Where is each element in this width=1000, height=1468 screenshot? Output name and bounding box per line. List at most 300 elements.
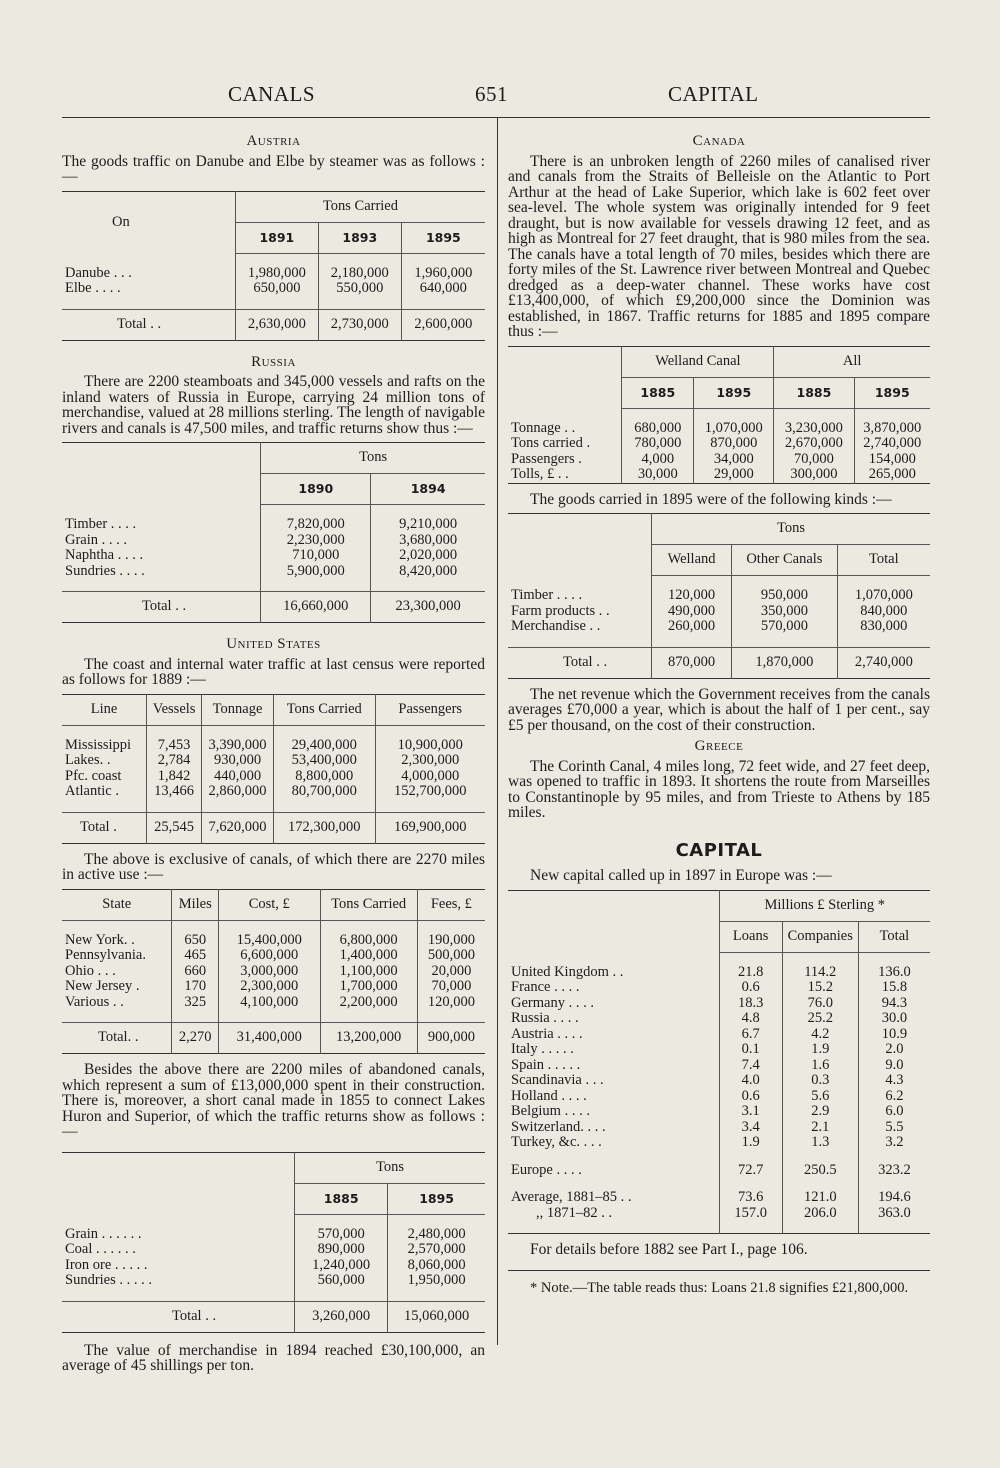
table-cell: 2,480,000	[388, 1227, 485, 1243]
table-cell: 3,680,000	[371, 533, 485, 549]
table-cell: 2,740,000	[837, 647, 930, 678]
table-row	[508, 1120, 930, 1136]
row-label: Belgium . . . .	[511, 1103, 590, 1119]
goods-group-head: Tons	[651, 514, 930, 545]
table-row	[62, 281, 485, 297]
row-label: Tonnage . .	[511, 419, 576, 436]
column-head: Line	[62, 694, 147, 725]
table-cell: 4,000,000	[375, 769, 485, 785]
table-cell: 8,420,000	[371, 564, 485, 580]
table-cell: 157.0	[719, 1206, 782, 1222]
row-label: Spain . . . . .	[511, 1056, 581, 1073]
table-row	[508, 1104, 930, 1120]
column-head: Total	[837, 545, 930, 576]
table-row	[508, 1089, 930, 1105]
table-cell: 3,260,000	[295, 1301, 388, 1332]
column-head: Fees, £	[417, 889, 485, 920]
row-label: Total. .	[62, 1023, 172, 1054]
average-row	[508, 1190, 930, 1206]
huron-group-head: Tons	[295, 1152, 485, 1183]
table-cell: 2,670,000	[774, 436, 854, 452]
table-cell: 260,000	[651, 619, 731, 635]
table-cell: 2,630,000	[235, 309, 318, 340]
year-head: 1895	[401, 222, 485, 253]
table-cell: 930,000	[202, 753, 274, 769]
table-cell: 170	[172, 979, 219, 995]
table-cell: 3.2	[858, 1135, 930, 1151]
row-label: Grain . . . .	[65, 531, 128, 548]
table-row	[62, 564, 485, 580]
year-head: 1885	[295, 1183, 388, 1214]
table-cell: 16,660,000	[261, 592, 371, 623]
table-cell: 136.0	[858, 965, 930, 981]
table-row	[508, 1073, 930, 1089]
table-cell: 250.5	[782, 1163, 858, 1179]
table-row	[508, 421, 930, 437]
row-label: Total .	[62, 812, 147, 843]
table-cell: 190,000	[417, 933, 485, 949]
row-label: Iron ore . . . . .	[65, 1256, 148, 1273]
year-head: 1895	[694, 377, 774, 408]
table-cell: 2,730,000	[318, 309, 401, 340]
table-cell: 1,700,000	[320, 979, 417, 995]
table-cell: 8,800,000	[273, 769, 375, 785]
canada-intro: There is an unbroken length of 2260 miles of canalised river and canals from the Straits of Belleisle on the Atlantic to Port Arthur at the head of Lake Superior, which lake is 602 feet over sea-level. The whole system was originally intended for 9 feet draught, but is now available for vessels drawing 12 feet, and as high as Montreal for 27 feet draught, that is 980 miles from the sea. The canals have a total length of 70 miles, besides which there are forty miles of the St. Lawrence river between Montreal and Quebec dredged as a deep-water channel. These works have cost £13,400,000, of which £9,200,000 since the Dominion was established, in 1867. Traffic returns for 1885 and 1895 compare thus :—	[508, 152, 930, 340]
table-cell: 172,300,000	[273, 812, 375, 843]
table-cell: 4.3	[858, 1073, 930, 1089]
canada-goods-intro: The goods carried in 1895 were of the following kinds :—	[530, 490, 892, 508]
column-head: Miles	[172, 889, 219, 920]
table-cell: 6,800,000	[320, 933, 417, 949]
table-cell: 2,020,000	[371, 548, 485, 564]
table-cell: 1,100,000	[320, 964, 417, 980]
huron-superior-table	[62, 1152, 485, 1333]
table-cell: 3,390,000	[202, 738, 274, 754]
page-number: 651	[475, 82, 508, 106]
capital-table	[508, 890, 930, 1235]
row-label: Danube . . .	[65, 264, 132, 281]
table-cell: 2,270	[172, 1023, 219, 1054]
table-cell: 169,900,000	[375, 812, 485, 843]
greece-text: The Corinth Canal, 4 miles long, 72 feet wide, and 27 feet deep, was opened to traffic in 1893. It shortens the route from Marseilles to Constantinople by 95 miles, and from Trieste to Athens by 185 miles.	[508, 757, 930, 821]
table-row	[62, 1258, 485, 1274]
table-cell: 73.6	[719, 1190, 782, 1206]
table-cell: 7,453	[147, 738, 202, 754]
austria-label-head: On	[112, 213, 130, 230]
table-row	[62, 979, 485, 995]
capital-group-head: Millions £ Sterling *	[719, 890, 930, 921]
total-row	[62, 1301, 485, 1332]
table-cell: 7.4	[719, 1058, 782, 1074]
us-intro: The coast and internal water traffic at last census were reported as follows for 1889 :—	[62, 655, 485, 688]
page-header	[0, 82, 1000, 112]
table-cell: 2,570,000	[388, 1242, 485, 1258]
row-label: New York. .	[65, 931, 135, 948]
table-cell: 21.8	[719, 965, 782, 981]
header-right: CAPITAL	[668, 82, 759, 106]
welland-group-head: Welland Canal	[622, 346, 774, 377]
year-head: 1895	[388, 1183, 485, 1214]
table-cell: 5,900,000	[261, 564, 371, 580]
table-cell: 1,870,000	[732, 647, 838, 678]
total-row	[62, 592, 485, 623]
row-label: Merchandise . .	[511, 618, 601, 634]
row-label: Switzerland. . . .	[511, 1118, 606, 1135]
row-label: Atlantic .	[65, 783, 119, 799]
table-cell: 9,210,000	[371, 517, 485, 533]
table-row	[508, 467, 930, 483]
all-group-head: All	[774, 346, 930, 377]
table-cell: 870,000	[651, 647, 731, 678]
table-cell: 4,000	[622, 452, 694, 468]
us-final-text: The value of merchandise in 1894 reached £30,100,000, an average of 45 shillings per ton.	[62, 1341, 485, 1374]
row-label: Austria . . . .	[511, 1025, 583, 1042]
table-cell: 550,000	[318, 281, 401, 297]
table-cell: 34,000	[694, 452, 774, 468]
row-label: Total . .	[62, 1301, 295, 1332]
table-cell: 1,070,000	[837, 588, 930, 604]
table-row	[508, 619, 930, 635]
row-label: Grain . . . . . .	[65, 1225, 142, 1242]
table-cell: 650,000	[235, 281, 318, 297]
table-cell: 30.0	[858, 1011, 930, 1027]
header-left: CANALS	[228, 82, 316, 106]
header-rule	[62, 117, 930, 118]
table-cell: 4.0	[719, 1073, 782, 1089]
table-cell: 2,740,000	[854, 436, 930, 452]
table-cell: 72.7	[719, 1163, 782, 1179]
table-row	[62, 753, 485, 769]
table-cell: 0.1	[719, 1042, 782, 1058]
year-head: 1890	[261, 474, 371, 505]
table-cell: 70,000	[417, 979, 485, 995]
row-label: Total . .	[508, 647, 651, 678]
capital-intro: New capital called up in 1897 in Europe was :—	[530, 867, 832, 884]
table-cell: 1,400,000	[320, 948, 417, 964]
total-row	[62, 1023, 485, 1054]
row-label: Holland . . . .	[511, 1087, 587, 1104]
table-cell: 363.0	[858, 1206, 930, 1222]
column-head: Loans	[719, 921, 782, 952]
column-head: Tons Carried	[273, 694, 375, 725]
greece-heading: Greece	[694, 738, 744, 754]
column-head: Cost, £	[218, 889, 320, 920]
russia-table	[62, 442, 485, 623]
table-cell: 440,000	[202, 769, 274, 785]
table-row	[508, 1042, 930, 1058]
table-row	[62, 533, 485, 549]
table-cell: 2,784	[147, 753, 202, 769]
table-cell: 8,060,000	[388, 1258, 485, 1274]
table-cell: 25,545	[147, 812, 202, 843]
table-cell: 650	[172, 933, 219, 949]
table-cell: 500,000	[417, 948, 485, 964]
table-cell: 15,060,000	[388, 1301, 485, 1332]
column-head: Companies	[782, 921, 858, 952]
table-cell: 465	[172, 948, 219, 964]
table-cell: 120,000	[651, 588, 731, 604]
table-cell: 2,200,000	[320, 995, 417, 1011]
row-label: Italy . . . . .	[511, 1041, 574, 1057]
row-label: Timber . . . .	[65, 516, 137, 532]
table-row	[62, 548, 485, 564]
table-row	[508, 965, 930, 981]
table-cell: 3.1	[719, 1104, 782, 1120]
us-canals-table	[62, 889, 485, 1055]
us-after-text: Besides the above there are 2200 miles of abandoned canals, which represent a sum of £13,000,000 spent in their construction. There is, moreover, a short canal made in 1855 to connect Lakes Huron and Superior, of which the traffic returns show as follows :—	[62, 1061, 485, 1140]
table-row	[62, 1273, 485, 1289]
year-head: 1893	[318, 222, 401, 253]
row-label: New Jersey .	[65, 978, 140, 994]
table-cell: 1.6	[782, 1058, 858, 1074]
table-row	[508, 1135, 930, 1151]
row-label: Passengers .	[511, 450, 582, 467]
row-label: Sundries . . . .	[65, 562, 145, 579]
row-label: Germany . . . .	[511, 994, 594, 1011]
column-head: State	[62, 889, 172, 920]
table-cell: 70,000	[774, 452, 854, 468]
table-cell: 6.2	[858, 1089, 930, 1105]
table-cell: 2.1	[782, 1120, 858, 1136]
table-cell: 4.2	[782, 1027, 858, 1043]
table-cell: 325	[172, 995, 219, 1011]
column-head: Other Canals	[732, 545, 838, 576]
column-head: Tonnage	[202, 694, 274, 725]
table-cell: 890,000	[295, 1242, 388, 1258]
table-row	[62, 995, 485, 1011]
table-cell: 7,820,000	[261, 517, 371, 533]
table-cell: 660	[172, 964, 219, 980]
table-cell: 560,000	[295, 1273, 388, 1289]
row-label: Turkey, &c. . . .	[511, 1134, 602, 1150]
year-head: 1885	[774, 377, 854, 408]
table-cell: 265,000	[854, 467, 930, 483]
table-cell: 20,000	[417, 964, 485, 980]
table-row	[508, 996, 930, 1012]
column-head: Welland	[651, 545, 731, 576]
row-label: Pfc. coast	[65, 767, 122, 784]
table-cell: 3,000,000	[218, 964, 320, 980]
russia-group-head: Tons	[261, 443, 485, 474]
capital-details: For details before 1882 see Part I., page 106.	[530, 1241, 808, 1258]
table-cell: 1,980,000	[235, 266, 318, 282]
table-cell: 30,000	[622, 467, 694, 483]
table-cell: 114.2	[782, 965, 858, 981]
table-cell: 29,400,000	[273, 738, 375, 754]
table-cell: 29,000	[694, 467, 774, 483]
row-label: Tons carried .	[511, 435, 591, 451]
table-cell: 25.2	[782, 1011, 858, 1027]
table-cell: 10.9	[858, 1027, 930, 1043]
austria-heading: Austria	[246, 133, 301, 149]
table-row	[62, 933, 485, 949]
row-label: Average, 1881–85 . .	[511, 1189, 632, 1205]
austria-table	[62, 191, 485, 341]
row-label: Coal . . . . . .	[65, 1241, 136, 1257]
us-heading: United States	[226, 636, 321, 652]
row-label: United Kingdom . .	[511, 963, 624, 980]
table-row	[508, 604, 930, 620]
capital-heading: CAPITAL	[675, 839, 763, 861]
table-cell: 23,300,000	[371, 592, 485, 623]
row-label: Elbe . . . .	[65, 280, 121, 296]
table-cell: 1,950,000	[388, 1273, 485, 1289]
year-head: 1895	[854, 377, 930, 408]
row-label: Tolls, £ . .	[511, 466, 569, 482]
row-label: Total . .	[62, 592, 261, 623]
year-head: 1894	[371, 474, 485, 505]
table-cell: 2,300,000	[375, 753, 485, 769]
us-mid-text: The above is exclusive of canals, of which there are 2270 miles in active use :—	[62, 850, 485, 883]
table-cell: 6.0	[858, 1104, 930, 1120]
table-cell: 6,600,000	[218, 948, 320, 964]
table-row	[508, 1058, 930, 1074]
table-cell: 152,700,000	[375, 784, 485, 800]
table-cell: 6.7	[719, 1027, 782, 1043]
table-cell: 80,700,000	[273, 784, 375, 800]
table-row	[62, 1242, 485, 1258]
table-cell: 780,000	[622, 436, 694, 452]
table-cell: 18.3	[719, 996, 782, 1012]
table-cell: 206.0	[782, 1206, 858, 1222]
column-head: Tons Carried	[320, 889, 417, 920]
row-label: Lakes. .	[65, 752, 111, 768]
table-cell: 0.6	[719, 980, 782, 996]
table-row	[508, 452, 930, 468]
table-cell: 5.5	[858, 1120, 930, 1136]
table-cell: 154,000	[854, 452, 930, 468]
table-row	[62, 738, 485, 754]
table-cell: 1,842	[147, 769, 202, 785]
row-label: Total . .	[62, 309, 235, 340]
russia-heading: Russia	[251, 353, 296, 370]
canada-traffic-table	[508, 346, 930, 484]
year-head: 1885	[622, 377, 694, 408]
table-cell: 5.6	[782, 1089, 858, 1105]
table-cell: 570,000	[295, 1227, 388, 1243]
table-row	[508, 588, 930, 604]
table-cell: 840,000	[837, 604, 930, 620]
table-row	[508, 1011, 930, 1027]
right-column	[508, 128, 930, 1296]
table-row	[62, 769, 485, 785]
table-cell: 76.0	[782, 996, 858, 1012]
total-row	[62, 812, 485, 843]
table-cell: 490,000	[651, 604, 731, 620]
column-head: Total	[858, 921, 930, 952]
table-cell: 121.0	[782, 1190, 858, 1206]
us-census-table	[62, 694, 485, 844]
canada-goods-table	[508, 513, 930, 679]
row-label: Scandinavia . . .	[511, 1072, 604, 1088]
table-cell: 870,000	[694, 436, 774, 452]
table-cell: 1,960,000	[401, 266, 485, 282]
column-head: Passengers	[375, 694, 485, 725]
table-cell: 13,200,000	[320, 1023, 417, 1054]
table-cell: 53,400,000	[273, 753, 375, 769]
row-label: Sundries . . . . .	[65, 1272, 152, 1288]
column-head: Vessels	[147, 694, 202, 725]
table-row	[508, 980, 930, 996]
table-cell: 120,000	[417, 995, 485, 1011]
average-row	[508, 1206, 930, 1222]
table-row	[62, 1227, 485, 1243]
table-row	[62, 964, 485, 980]
table-cell: 1.3	[782, 1135, 858, 1151]
table-row	[508, 436, 930, 452]
table-row	[62, 784, 485, 800]
row-label: Timber . . . .	[511, 587, 583, 603]
table-cell: 7,620,000	[202, 812, 274, 843]
row-label: Europe . . . .	[511, 1161, 582, 1178]
table-cell: 3,230,000	[774, 421, 854, 437]
table-cell: 3,870,000	[854, 421, 930, 437]
total-row	[508, 647, 930, 678]
table-cell: 2,300,000	[218, 979, 320, 995]
row-label: Farm products . .	[511, 602, 610, 619]
table-cell: 640,000	[401, 281, 485, 297]
table-cell: 1,070,000	[694, 421, 774, 437]
table-cell: 2,860,000	[202, 784, 274, 800]
table-cell: 0.3	[782, 1073, 858, 1089]
europe-row	[508, 1163, 930, 1179]
table-row	[62, 948, 485, 964]
table-cell: 2,180,000	[318, 266, 401, 282]
table-cell: 350,000	[732, 604, 838, 620]
table-cell: 194.6	[858, 1190, 930, 1206]
row-label: Mississippi	[65, 736, 132, 753]
russia-intro: There are 2200 steamboats and 345,000 vessels and rafts on the inland waters of Russia in Europe, carrying 24 million tons of merchandise, valued at 28 millions sterling. The length of navigable rivers and canals is 47,500 miles, and traffic returns show thus :—	[62, 373, 485, 437]
canada-heading: Canada	[692, 133, 746, 149]
table-cell: 2,600,000	[401, 309, 485, 340]
table-row	[508, 1027, 930, 1043]
table-cell: 3.4	[719, 1120, 782, 1136]
table-cell: 2.9	[782, 1104, 858, 1120]
table-row	[62, 517, 485, 533]
table-cell: 15.2	[782, 980, 858, 996]
austria-group-head: Tons Carried	[235, 191, 485, 222]
year-head: 1891	[235, 222, 318, 253]
table-cell: 900,000	[417, 1023, 485, 1054]
table-row	[62, 266, 485, 282]
table-cell: 15,400,000	[218, 933, 320, 949]
table-cell: 15.8	[858, 980, 930, 996]
table-cell: 10,900,000	[375, 738, 485, 754]
table-cell: 1.9	[719, 1135, 782, 1151]
row-label: Russia . . . .	[511, 1010, 579, 1026]
table-cell: 9.0	[858, 1058, 930, 1074]
left-column	[62, 128, 485, 1374]
table-cell: 13,466	[147, 784, 202, 800]
row-label: France . . . .	[511, 979, 580, 995]
austria-intro: The goods traffic on Danube and Elbe by steamer was as follows :—	[62, 152, 485, 185]
table-cell: 680,000	[622, 421, 694, 437]
table-cell: 0.6	[719, 1089, 782, 1105]
capital-footnote: * Note.—The table reads thus: Loans 21.8 signifies £21,800,000.	[508, 1270, 930, 1297]
table-cell: 4,100,000	[218, 995, 320, 1011]
column-divider	[497, 117, 498, 1345]
canada-revenue-text: The net revenue which the Government receives from the canals averages £70,000 a year, which is about the half of 1 per cent., say £5 per thousand, on the cost of their construction.	[508, 685, 930, 734]
table-cell: 2,230,000	[261, 533, 371, 549]
row-label: Pennsylvania.	[65, 947, 146, 963]
table-cell: 830,000	[837, 619, 930, 635]
table-cell: 710,000	[261, 548, 371, 564]
table-cell: 4.8	[719, 1011, 782, 1027]
table-cell: 950,000	[732, 588, 838, 604]
table-cell: 570,000	[732, 619, 838, 635]
row-label: Various . .	[65, 993, 124, 1010]
table-cell: 94.3	[858, 996, 930, 1012]
